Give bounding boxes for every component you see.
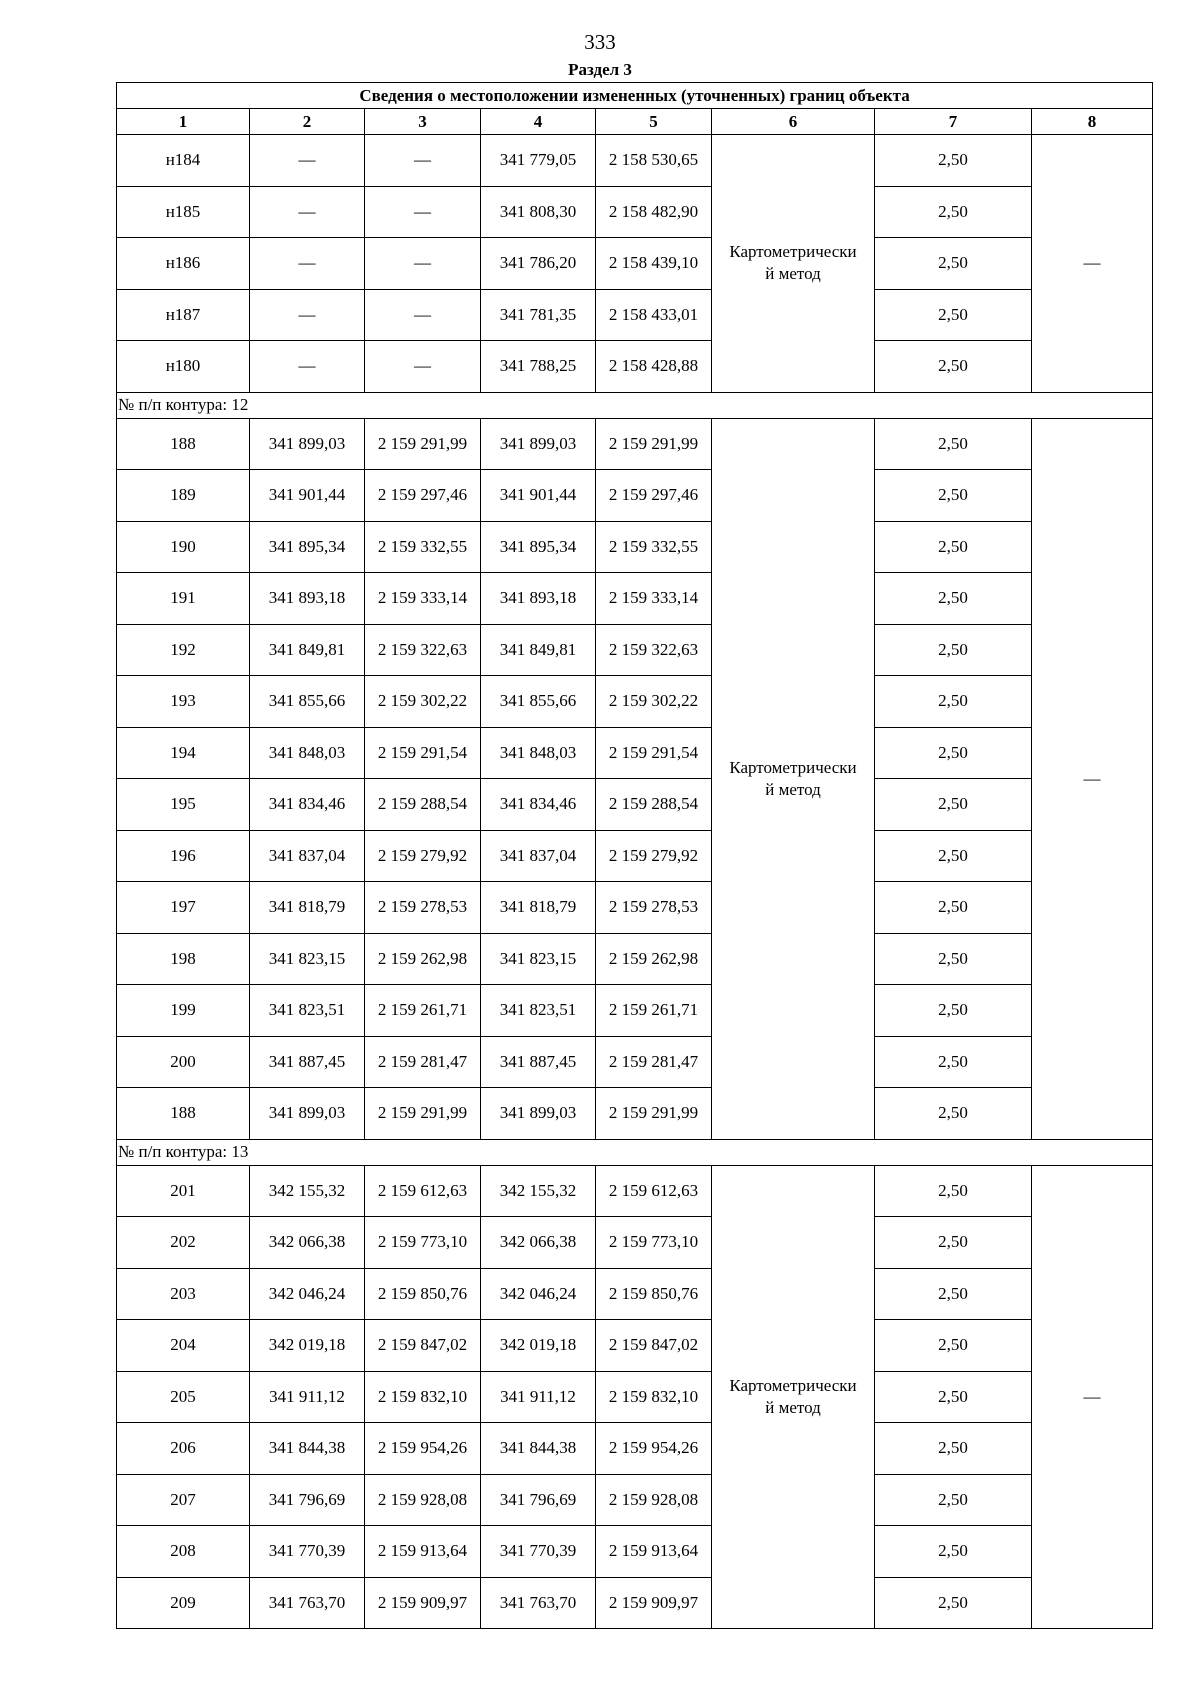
table-row [117,135,1153,187]
y-refined-cell: 2 159 832,10 [596,1371,712,1423]
accuracy-cell: 2,50 [875,1526,1032,1578]
accuracy-cell: 2,50 [875,1371,1032,1423]
y-existing-cell: 2 159 333,14 [365,573,481,625]
x-existing-cell: 341 823,51 [250,985,365,1037]
y-existing-cell: — [365,289,481,341]
point-number-cell: 208 [117,1526,250,1578]
x-existing-cell: 342 066,38 [250,1217,365,1269]
accuracy-cell: 2,50 [875,933,1032,985]
y-refined-cell: 2 159 913,64 [596,1526,712,1578]
table-row [117,1088,1153,1140]
accuracy-cell: 2,50 [875,676,1032,728]
y-existing-cell: 2 159 297,46 [365,470,481,522]
y-refined-cell: 2 159 773,10 [596,1217,712,1269]
contour-label: № п/п контура: 13 [117,1139,1153,1165]
method-cell [712,135,875,393]
accuracy-cell: 2,50 [875,1036,1032,1088]
x-refined-cell: 341 763,70 [481,1577,596,1629]
method-text-line: й метод [765,1397,821,1417]
y-existing-cell: — [365,341,481,393]
table-row [117,186,1153,238]
table-row [117,1526,1153,1578]
method-text-line: й метод [765,264,821,284]
accuracy-cell: 2,50 [875,418,1032,470]
x-existing-cell: 341 899,03 [250,418,365,470]
point-number-cell: 198 [117,933,250,985]
y-existing-cell: 2 159 954,26 [365,1423,481,1475]
accuracy-cell: 2,50 [875,1320,1032,1372]
y-existing-cell: 2 159 291,54 [365,727,481,779]
x-existing-cell: — [250,186,365,238]
column-number: 5 [596,109,712,135]
y-refined-cell: 2 159 288,54 [596,779,712,831]
x-refined-cell: 341 887,45 [481,1036,596,1088]
x-refined-cell: 341 893,18 [481,573,596,625]
y-refined-cell: 2 159 297,46 [596,470,712,522]
accuracy-cell: 2,50 [875,470,1032,522]
y-refined-cell: 2 159 261,71 [596,985,712,1037]
x-refined-cell: 341 788,25 [481,341,596,393]
y-refined-cell: 2 158 428,88 [596,341,712,393]
x-refined-cell: 341 899,03 [481,1088,596,1140]
column-number: 2 [250,109,365,135]
table-row [117,1268,1153,1320]
x-refined-cell: 341 844,38 [481,1423,596,1475]
table-row [117,341,1153,393]
point-number-cell: 199 [117,985,250,1037]
y-existing-cell: 2 159 850,76 [365,1268,481,1320]
x-refined-cell: 341 849,81 [481,624,596,676]
accuracy-cell: 2,50 [875,1088,1032,1140]
column-number: 4 [481,109,596,135]
contour-header-row [117,392,1153,418]
table-row [117,1036,1153,1088]
point-number-cell: 205 [117,1371,250,1423]
point-number-cell: 201 [117,1165,250,1217]
table-row [117,289,1153,341]
table-row [117,1371,1153,1423]
accuracy-cell: 2,50 [875,1217,1032,1269]
x-refined-cell: 341 823,51 [481,985,596,1037]
y-existing-cell: 2 159 612,63 [365,1165,481,1217]
x-existing-cell: 341 887,45 [250,1036,365,1088]
table-row [117,933,1153,985]
method-cell [712,1165,875,1629]
y-refined-cell: 2 159 612,63 [596,1165,712,1217]
column-8-cell: — [1032,1165,1153,1629]
y-refined-cell: 2 159 909,97 [596,1577,712,1629]
y-refined-cell: 2 159 332,55 [596,521,712,573]
x-existing-cell: 341 770,39 [250,1526,365,1578]
y-refined-cell: 2 159 278,53 [596,882,712,934]
y-refined-cell: 2 159 847,02 [596,1320,712,1372]
x-refined-cell: 341 796,69 [481,1474,596,1526]
table-row [117,1320,1153,1372]
y-refined-cell: 2 159 954,26 [596,1423,712,1475]
point-number-cell: 202 [117,1217,250,1269]
y-refined-cell: 2 159 333,14 [596,573,712,625]
y-existing-cell: 2 159 332,55 [365,521,481,573]
table-row [117,238,1153,290]
x-existing-cell: 341 895,34 [250,521,365,573]
table-row [117,1165,1153,1217]
y-refined-cell: 2 158 530,65 [596,135,712,187]
y-refined-cell: 2 159 291,99 [596,418,712,470]
table-row [117,985,1153,1037]
x-existing-cell: — [250,341,365,393]
x-refined-cell: 341 899,03 [481,418,596,470]
y-existing-cell: 2 159 278,53 [365,882,481,934]
x-existing-cell: 341 855,66 [250,676,365,728]
y-existing-cell: 2 159 291,99 [365,1088,481,1140]
accuracy-cell: 2,50 [875,830,1032,882]
point-number-cell: 207 [117,1474,250,1526]
accuracy-cell: 2,50 [875,238,1032,290]
table-row [117,779,1153,831]
point-number-cell: 206 [117,1423,250,1475]
x-existing-cell: 341 899,03 [250,1088,365,1140]
point-number-cell: н186 [117,238,250,290]
x-existing-cell: 342 155,32 [250,1165,365,1217]
point-number-cell: 191 [117,573,250,625]
y-refined-cell: 2 159 291,54 [596,727,712,779]
point-number-cell: 204 [117,1320,250,1372]
section-title: Раздел 3 [568,60,632,79]
x-refined-cell: 342 046,24 [481,1268,596,1320]
accuracy-cell: 2,50 [875,985,1032,1037]
point-number-cell: 209 [117,1577,250,1629]
point-number-cell: 192 [117,624,250,676]
accuracy-cell: 2,50 [875,573,1032,625]
y-refined-cell: 2 159 928,08 [596,1474,712,1526]
method-text-line: й метод [765,779,821,799]
method-text-line: Картометрически [729,242,857,262]
table-row [117,418,1153,470]
x-existing-cell: 341 848,03 [250,727,365,779]
column-number-row [117,109,1153,135]
y-existing-cell: 2 159 291,99 [365,418,481,470]
table-row [117,727,1153,779]
table-row [117,830,1153,882]
point-number-cell: 193 [117,676,250,728]
x-existing-cell: 342 019,18 [250,1320,365,1372]
x-existing-cell: 341 844,38 [250,1423,365,1475]
x-existing-cell: 341 893,18 [250,573,365,625]
x-refined-cell: 341 818,79 [481,882,596,934]
x-existing-cell: 342 046,24 [250,1268,365,1320]
method-text-line: Картометрически [729,757,857,777]
y-refined-cell: 2 159 279,92 [596,830,712,882]
column-8-cell: — [1032,135,1153,393]
y-existing-cell: 2 159 909,97 [365,1577,481,1629]
column-8-cell: — [1032,418,1153,1139]
point-number-cell: 188 [117,1088,250,1140]
x-refined-cell: 342 019,18 [481,1320,596,1372]
table-caption-row [117,83,1153,109]
column-number: 3 [365,109,481,135]
x-refined-cell: 341 834,46 [481,779,596,831]
x-existing-cell: 341 834,46 [250,779,365,831]
table-row [117,521,1153,573]
x-existing-cell: 341 818,79 [250,882,365,934]
contour-label: № п/п контура: 12 [117,392,1153,418]
point-number-cell: н184 [117,135,250,187]
table-row [117,1217,1153,1269]
accuracy-cell: 2,50 [875,779,1032,831]
x-existing-cell: 341 837,04 [250,830,365,882]
y-existing-cell: 2 159 928,08 [365,1474,481,1526]
accuracy-cell: 2,50 [875,1577,1032,1629]
x-existing-cell: 341 849,81 [250,624,365,676]
point-number-cell: 196 [117,830,250,882]
table-caption: Сведения о местоположении измененных (уточненных) границ объекта [117,83,1153,109]
column-number: 7 [875,109,1032,135]
accuracy-cell: 2,50 [875,186,1032,238]
page-number: 333 [584,30,616,54]
y-existing-cell: 2 159 773,10 [365,1217,481,1269]
y-refined-cell: 2 158 433,01 [596,289,712,341]
y-existing-cell: — [365,238,481,290]
column-number: 1 [117,109,250,135]
y-existing-cell: 2 159 279,92 [365,830,481,882]
y-existing-cell: 2 159 302,22 [365,676,481,728]
accuracy-cell: 2,50 [875,289,1032,341]
x-refined-cell: 342 155,32 [481,1165,596,1217]
y-refined-cell: 2 159 302,22 [596,676,712,728]
point-number-cell: 203 [117,1268,250,1320]
point-number-cell: 189 [117,470,250,522]
point-number-cell: 188 [117,418,250,470]
table-row [117,1577,1153,1629]
point-number-cell: н187 [117,289,250,341]
y-refined-cell: 2 159 291,99 [596,1088,712,1140]
y-existing-cell: 2 159 847,02 [365,1320,481,1372]
x-refined-cell: 341 901,44 [481,470,596,522]
method-text-line: Картометрически [729,1375,857,1395]
x-refined-cell: 341 911,12 [481,1371,596,1423]
x-refined-cell: 341 779,05 [481,135,596,187]
accuracy-cell: 2,50 [875,341,1032,393]
column-number: 6 [712,109,875,135]
x-refined-cell: 341 770,39 [481,1526,596,1578]
point-number-cell: 195 [117,779,250,831]
x-refined-cell: 342 066,38 [481,1217,596,1269]
table-row [117,676,1153,728]
accuracy-cell: 2,50 [875,1268,1032,1320]
point-number-cell: 197 [117,882,250,934]
accuracy-cell: 2,50 [875,521,1032,573]
x-refined-cell: 341 895,34 [481,521,596,573]
point-number-cell: 194 [117,727,250,779]
x-existing-cell: — [250,238,365,290]
accuracy-cell: 2,50 [875,727,1032,779]
table-row [117,470,1153,522]
x-existing-cell: 341 763,70 [250,1577,365,1629]
contour-header-row [117,1139,1153,1165]
table-row [117,624,1153,676]
y-refined-cell: 2 159 262,98 [596,933,712,985]
x-refined-cell: 341 823,15 [481,933,596,985]
y-existing-cell: 2 159 913,64 [365,1526,481,1578]
accuracy-cell: 2,50 [875,1423,1032,1475]
y-existing-cell: 2 159 288,54 [365,779,481,831]
y-refined-cell: 2 158 439,10 [596,238,712,290]
table-row [117,1423,1153,1475]
x-existing-cell: — [250,135,365,187]
table-row [117,882,1153,934]
x-existing-cell: 341 796,69 [250,1474,365,1526]
accuracy-cell: 2,50 [875,135,1032,187]
table-row [117,573,1153,625]
x-refined-cell: 341 786,20 [481,238,596,290]
point-number-cell: 190 [117,521,250,573]
point-number-cell: 200 [117,1036,250,1088]
x-refined-cell: 341 848,03 [481,727,596,779]
accuracy-cell: 2,50 [875,1474,1032,1526]
x-existing-cell: 341 901,44 [250,470,365,522]
x-refined-cell: 341 808,30 [481,186,596,238]
y-refined-cell: 2 159 322,63 [596,624,712,676]
x-refined-cell: 341 855,66 [481,676,596,728]
y-existing-cell: 2 159 261,71 [365,985,481,1037]
accuracy-cell: 2,50 [875,1165,1032,1217]
x-existing-cell: 341 823,15 [250,933,365,985]
accuracy-cell: 2,50 [875,624,1032,676]
y-refined-cell: 2 159 850,76 [596,1268,712,1320]
y-refined-cell: 2 158 482,90 [596,186,712,238]
y-existing-cell: 2 159 281,47 [365,1036,481,1088]
y-refined-cell: 2 159 281,47 [596,1036,712,1088]
method-cell [712,418,875,1139]
x-existing-cell: — [250,289,365,341]
point-number-cell: н180 [117,341,250,393]
x-refined-cell: 341 837,04 [481,830,596,882]
y-existing-cell: — [365,135,481,187]
y-existing-cell: 2 159 262,98 [365,933,481,985]
y-existing-cell: 2 159 322,63 [365,624,481,676]
boundary-coordinates-table [116,82,1153,1629]
column-number: 8 [1032,109,1153,135]
table-row [117,1474,1153,1526]
point-number-cell: н185 [117,186,250,238]
y-existing-cell: — [365,186,481,238]
accuracy-cell: 2,50 [875,882,1032,934]
x-existing-cell: 341 911,12 [250,1371,365,1423]
y-existing-cell: 2 159 832,10 [365,1371,481,1423]
x-refined-cell: 341 781,35 [481,289,596,341]
